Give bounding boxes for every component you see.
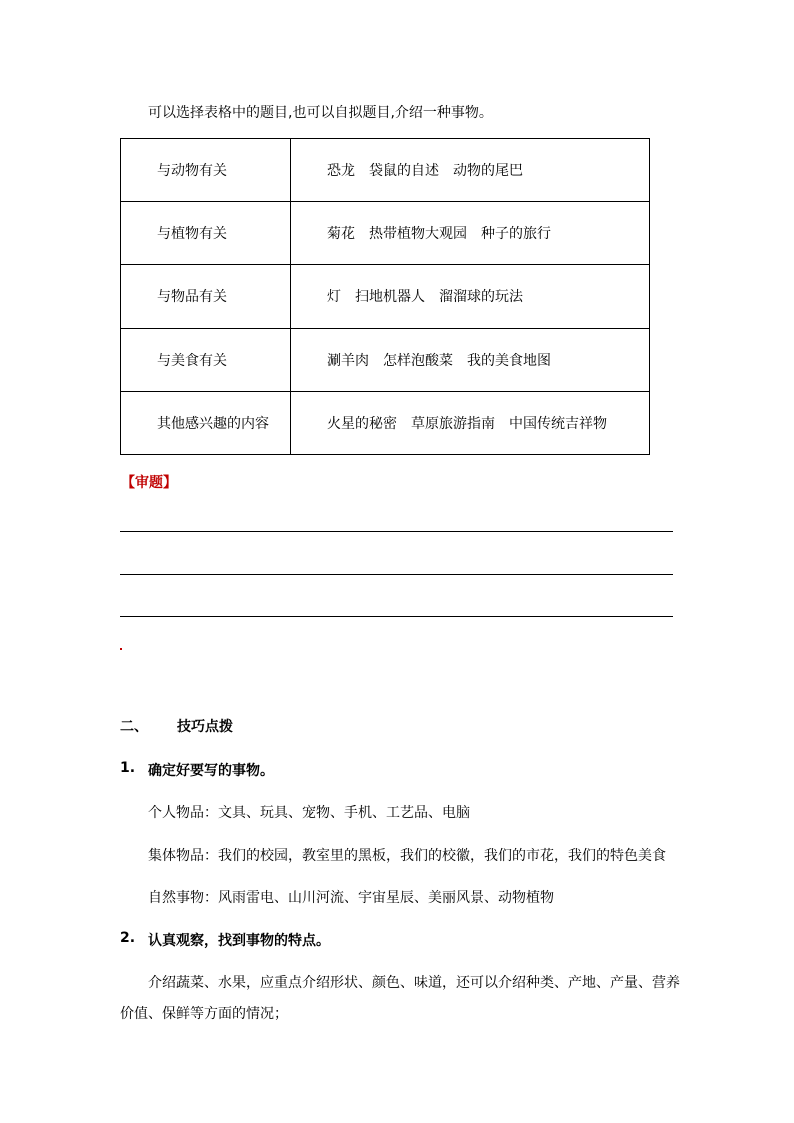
topic-item: 种子的旅行 [481, 226, 551, 243]
topic-items [291, 391, 650, 454]
topic-item: 恐龙 [327, 163, 355, 180]
topic-item: 我的美食地图 [467, 352, 551, 369]
topic-item: 草原旅游指南 [411, 415, 495, 432]
step-1-heading: 确定好要写的事物。 [148, 763, 274, 779]
topic-item: 火星的秘密 [327, 415, 397, 432]
answer-line-2 [120, 574, 673, 575]
example-collective-items: 集体物品：我们的校园，教室里的黑板，我们的校徽，我们的市花，我们的特色美食 [148, 848, 666, 864]
table-row [121, 328, 650, 391]
step-1-number: 1. [120, 760, 136, 776]
review-heading: 【审题】 [121, 475, 177, 491]
table-row [121, 202, 650, 265]
topic-category: 其他感兴趣的内容 [121, 391, 291, 454]
topic-item: 溜溜球的玩法 [439, 289, 523, 306]
table-row [121, 265, 650, 328]
topic-items [291, 139, 650, 202]
answer-line-1 [120, 531, 673, 532]
topic-category: 与美食有关 [121, 328, 291, 391]
example-personal-items: 个人物品：文具、玩具、宠物、手机、工艺品、电脑 [148, 805, 470, 821]
topic-item: 热带植物大观园 [369, 226, 467, 243]
step-2-heading: 认真观察，找到事物的特点。 [148, 933, 330, 949]
topic-category: 与动物有关 [121, 139, 291, 202]
topic-item: 扫地机器人 [355, 289, 425, 306]
example-natural-items: 自然事物：风雨雷电、山川河流、宇宙星辰、美丽风景、动物植物 [148, 890, 554, 906]
intro-text: 可以选择表格中的题目,也可以自拟题目,介绍一种事物。 [148, 105, 493, 121]
topic-table [120, 138, 650, 455]
topic-category: 与植物有关 [121, 202, 291, 265]
section-title: 技巧点拨 [177, 719, 233, 735]
section-number: 二、 [120, 719, 148, 735]
table-row [121, 391, 650, 454]
topic-item: 袋鼠的自述 [369, 163, 439, 180]
step-2-paragraph-line-1: 介绍蔬菜、水果，应重点介绍形状、颜色、味道，还可以介绍种类、产地、产量、营养 [148, 975, 680, 991]
topic-item: 涮羊肉 [327, 352, 369, 369]
topic-category: 与物品有关 [121, 265, 291, 328]
topic-items [291, 328, 650, 391]
topic-item: 怎样泡酸菜 [383, 352, 453, 369]
step-2-number: 2. [120, 930, 136, 946]
topic-items [291, 265, 650, 328]
step-2-paragraph-line-2: 价值、保鲜等方面的情况； [120, 1006, 288, 1022]
answer-line-3 [120, 616, 673, 617]
topic-item: 菊花 [327, 226, 355, 243]
topic-item: 动物的尾巴 [453, 163, 523, 180]
table-row [121, 139, 650, 202]
topic-item: 灯 [327, 289, 341, 306]
stray-mark [120, 648, 122, 650]
topic-item: 中国传统吉祥物 [509, 415, 607, 432]
topic-items [291, 202, 650, 265]
